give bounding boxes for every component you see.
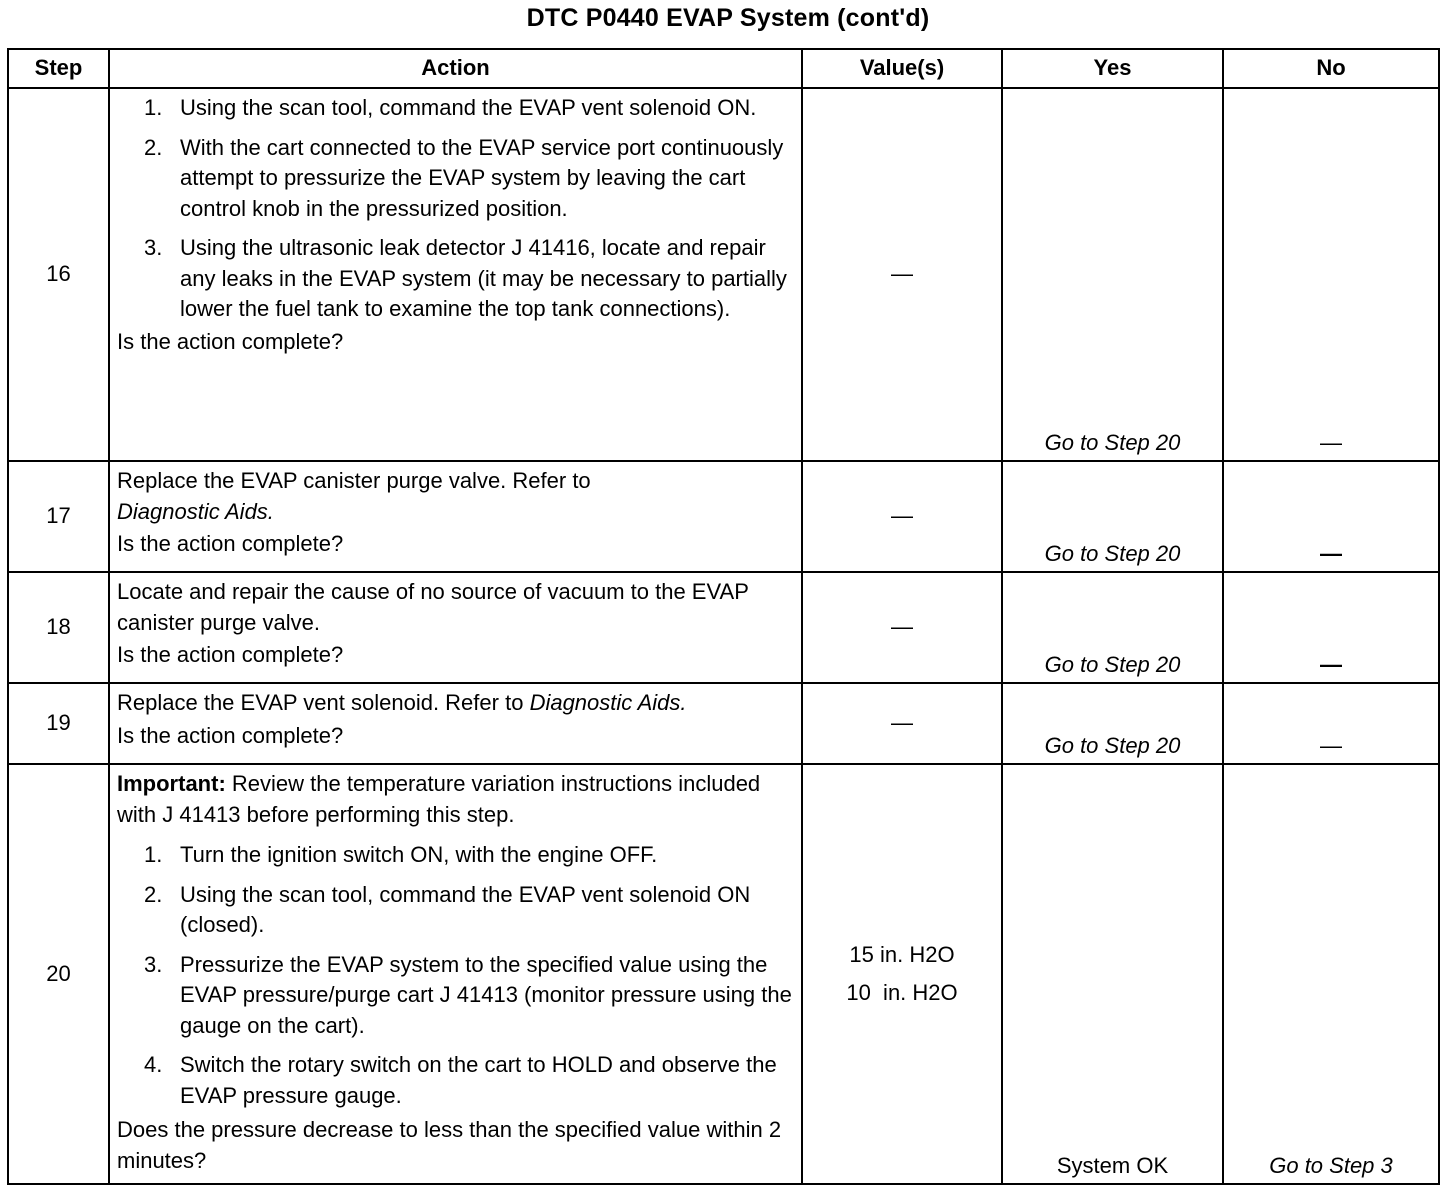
item-number: 3.: [144, 235, 163, 260]
list-item: [117, 1050, 795, 1111]
list-item: [117, 133, 795, 225]
table-row: [8, 88, 1439, 461]
reference-link: Diagnostic Aids.: [529, 690, 687, 715]
table-row: [8, 572, 1439, 683]
action-text: [117, 466, 795, 527]
action-text: [117, 688, 795, 719]
action-cell: [109, 572, 802, 683]
item-text: Using the scan tool, command the EVAP vent solenoid ON.: [180, 95, 757, 120]
step-number: 16: [8, 88, 109, 461]
value-cell: [802, 764, 1002, 1184]
yes-outcome: System OK: [1002, 764, 1223, 1184]
table-row: [8, 461, 1439, 572]
item-number: 1.: [144, 842, 163, 867]
list-item: [117, 950, 795, 1042]
list-item: [117, 880, 795, 941]
item-text: Using the scan tool, command the EVAP vent solenoid ON (closed).: [180, 881, 751, 937]
table-row: [8, 764, 1439, 1184]
action-question: Is the action complete?: [117, 642, 344, 667]
column-header-no: No: [1223, 49, 1439, 88]
value-cell: —: [802, 572, 1002, 683]
action-question: Does the pressure decrease to less than the specified value within 2 minutes?: [117, 1117, 782, 1173]
action-cell: [109, 764, 802, 1184]
action-cell: [109, 88, 802, 461]
table-header-row: [8, 49, 1439, 88]
value-cell: —: [802, 88, 1002, 461]
important-note: [117, 769, 795, 830]
column-header-action: Action: [109, 49, 802, 88]
action-cell: [109, 461, 802, 572]
reference-link: Diagnostic Aids.: [117, 498, 274, 524]
action-steps-list: [117, 93, 795, 325]
item-number: 1.: [144, 95, 163, 120]
yes-outcome: Go to Step 20: [1002, 683, 1223, 764]
yes-outcome: Go to Step 20: [1002, 461, 1223, 572]
action-instruction: Replace the EVAP canister purge valve. Refer to: [117, 468, 591, 493]
step-number: 18: [8, 572, 109, 683]
item-text: Using the ultrasonic leak detector J 41416, locate and repair any leaks in the EVAP system (it may be necessary to partially lower the fuel tank to examine the top tank connections).: [180, 235, 787, 321]
list-item: [117, 93, 795, 124]
column-header-values: Value(s): [802, 49, 1002, 88]
specified-value-2: 10 in. H2O: [846, 980, 958, 1005]
list-item: [117, 233, 795, 325]
no-outcome: —: [1223, 683, 1439, 764]
item-text: With the cart connected to the EVAP service port continuously attempt to pressurize the EVAP system by leaving the cart control knob in the pressurized position.: [180, 134, 784, 221]
action-cell: [109, 683, 802, 764]
no-outcome: —: [1223, 572, 1439, 683]
action-question: Is the action complete?: [117, 722, 344, 748]
item-number: 3.: [144, 951, 163, 977]
action-question: Is the action complete?: [117, 531, 344, 556]
column-header-step: Step: [8, 49, 109, 88]
item-number: 2.: [144, 134, 163, 160]
value-cell: —: [802, 683, 1002, 764]
no-outcome: —: [1223, 461, 1439, 572]
action-question: Is the action complete?: [117, 328, 344, 354]
no-outcome: —: [1223, 88, 1439, 461]
column-header-yes: Yes: [1002, 49, 1223, 88]
item-text: Turn the ignition switch ON, with the engine OFF.: [180, 842, 658, 867]
diagnostic-table: [7, 48, 1440, 1185]
step-number: 19: [8, 683, 109, 764]
step-number: 20: [8, 764, 109, 1184]
page-title: DTC P0440 EVAP System (cont'd): [526, 4, 930, 32]
specified-value-1: 15 in. H2O: [849, 942, 955, 967]
yes-outcome: Go to Step 20: [1002, 88, 1223, 461]
list-item: [117, 840, 795, 871]
item-text: Switch the rotary switch on the cart to HOLD and observe the EVAP pressure gauge.: [180, 1052, 777, 1108]
action-instruction: Replace the EVAP vent solenoid. Refer to: [117, 690, 524, 715]
item-text: Pressurize the EVAP system to the specified value using the EVAP pressure/purge cart J 41413 (monitor pressure using the gauge on the cart).: [180, 951, 792, 1038]
no-outcome: Go to Step 3: [1223, 764, 1439, 1184]
table-row: [8, 683, 1439, 764]
value-cell: —: [802, 461, 1002, 572]
item-number: 4.: [144, 1052, 163, 1077]
yes-outcome: Go to Step 20: [1002, 572, 1223, 683]
action-instruction: Locate and repair the cause of no source of vacuum to the EVAP canister purge valve.: [117, 579, 749, 635]
action-steps-list: [117, 840, 795, 1111]
important-label: Important:: [117, 771, 226, 796]
important-text: Review the temperature variation instructions included with J 41413 before performing this step.: [117, 771, 761, 827]
item-number: 2.: [144, 881, 163, 907]
step-number: 17: [8, 461, 109, 572]
specified-values: [803, 936, 1001, 1012]
